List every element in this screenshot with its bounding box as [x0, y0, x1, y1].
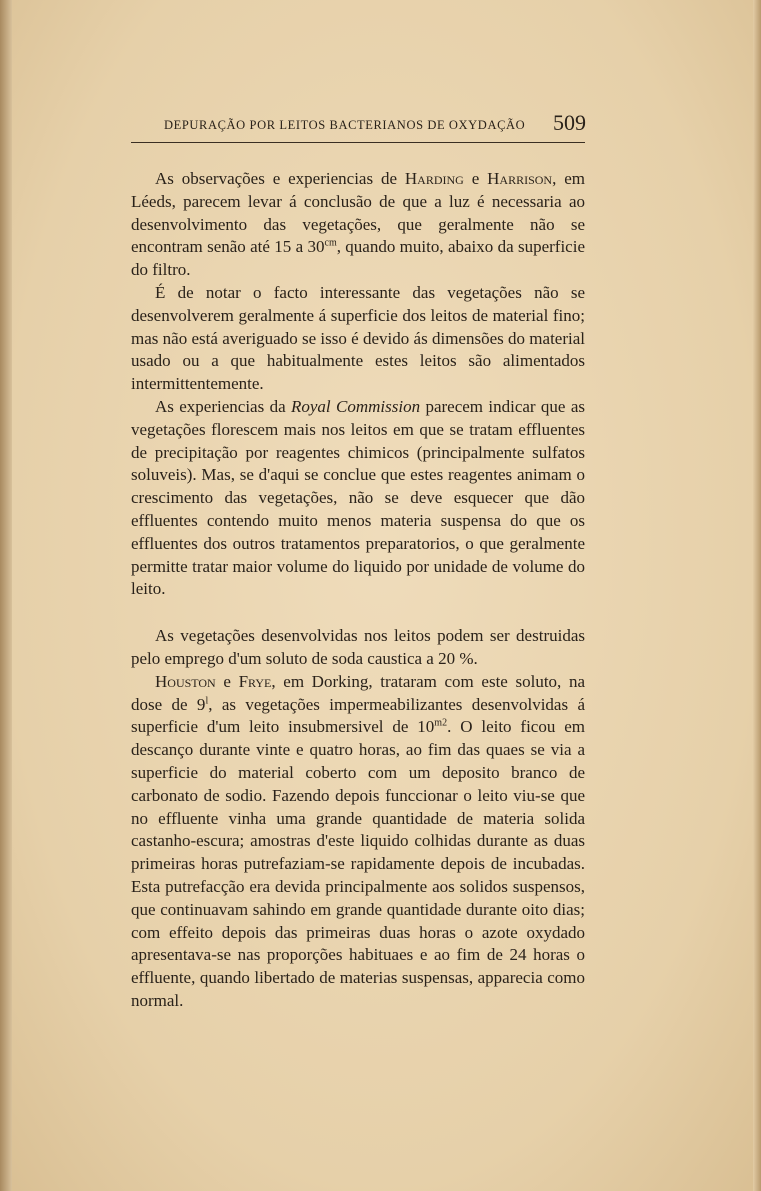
author-name: Harrison [487, 169, 553, 188]
unit-superscript: l [205, 694, 209, 706]
page-edge-shadow [753, 0, 761, 1191]
paragraph-1 [131, 168, 585, 282]
text-run: e [215, 671, 239, 691]
page-number: 509 [553, 110, 586, 135]
text-run: , quando muito, abaixo da superficie do filtro. [131, 237, 585, 280]
text-run: , as vegetações impermeabilizantes desenvolvidas á superficie d'um leito insubmersivel de 10 [131, 694, 585, 737]
unit-superscript: cm [324, 237, 337, 249]
text-run: As observações e experiencias de [155, 169, 405, 188]
paragraph-3 [131, 396, 585, 601]
text-run: , em Dorking, trataram com este soluto, na dose de 9 [131, 671, 585, 714]
author-name: Harding [404, 169, 464, 188]
paragraph-gap [131, 601, 585, 625]
text-run: parecem indicar que as vegetações florescem mais nos leitos em que se tratam effluentes de precipitação por reagentes chimicos (principalmente sulfatos soluveis). Mas, se d'aqui se conclue que estes reagentes animam o crescimento das vegetações, não se deve esquecer que dão effluentes contendo muito menos materia suspensa do que os effluentes dos outros tratamentos preparatorios, o que geralmente permitte tratar maior volume do liquido por unidade de volume do leito. [131, 396, 585, 599]
body-text [131, 168, 585, 1013]
commission-name: Royal Commission [290, 396, 421, 416]
text-run: e [463, 169, 488, 188]
running-head: DEPURAÇÃO POR LEITOS BACTERIANOS DE OXYDAÇÃO [164, 118, 526, 132]
text-run: . O leito ficou em descanço durante vinte e quatro horas, ao fim das quaes se via a superficie do material coberto com um deposito branco de carbonato de sodio. Fazendo depois funccionar o leito viu-se que no effluente vinha uma grande quantidade de materia solida castanho-escura; amostras d'este liquido colhidas durante as duas primeiras horas putrefaziam-se rapidamente depois de incubadas. Esta putrefacção era devida principalmente aos solidos suspensos, que continuavam sahindo em grande quantidade durante oito dias; com effeito depois das primeiras duas horas o azote oxydado apresentava-se nas proporções habituaes e ao fim de 24 horas o effluente, quando libertado de materias suspensas, apparecia como normal. [131, 717, 585, 1010]
author-name: Houston [155, 671, 216, 691]
author-name: Frye [238, 671, 272, 691]
unit-superscript: m2 [434, 717, 448, 729]
page-gutter-shadow [0, 0, 12, 1191]
page-header [160, 108, 586, 140]
paragraph-5 [131, 671, 585, 1013]
paragraph-2: É de notar o facto interessante das vegetações não se desenvolverem geralmente á superficie dos leitos de material fino; mas não está averiguado se isso é devido ás dimensões do material usado ou a que habitualmente estes leitos são alimentados intermittentemente. [131, 282, 585, 394]
paragraph-4: As vegetações desenvolvidas nos leitos podem ser destruidas pelo emprego d'um soluto de soda caustica a 20 %. [131, 626, 585, 668]
header-rule [131, 142, 585, 143]
text-run: , em Léeds, parecem levar á conclusão de que a luz é necessaria ao desenvolvimento das vegetações, que geralmente não se encontram senão até 15 a 30 [131, 169, 585, 257]
text-run: As experiencias da [155, 396, 291, 416]
